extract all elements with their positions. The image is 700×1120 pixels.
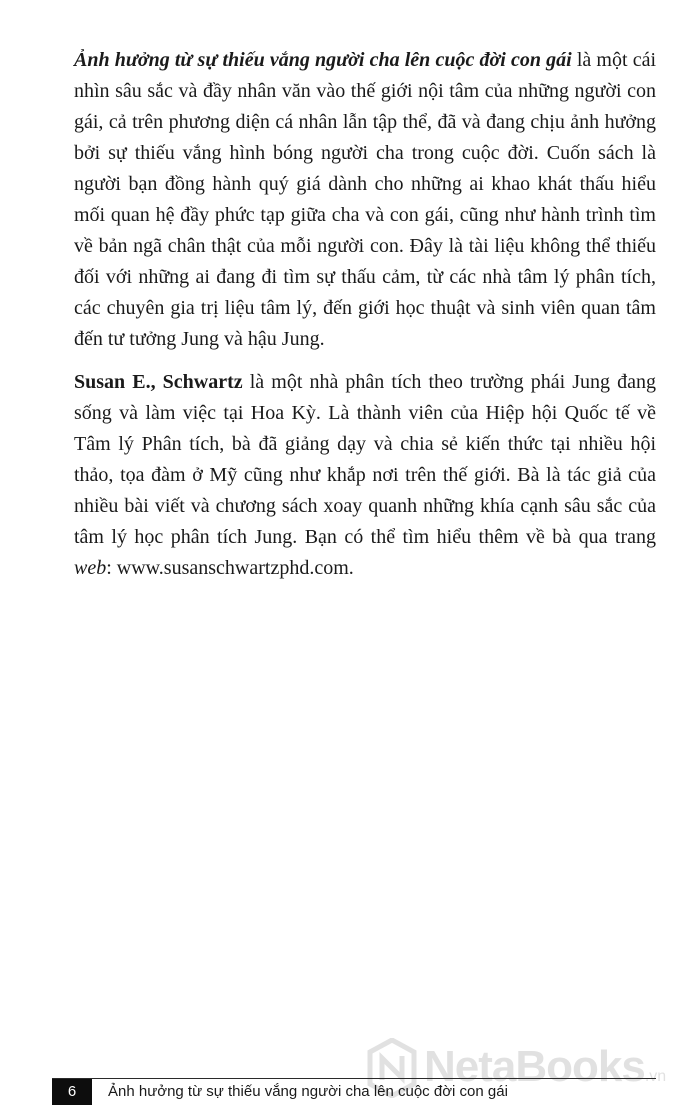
- book-description-paragraph: [74, 45, 656, 355]
- book-title: Ảnh hưởng từ sự thiếu vắng người cha lên cuộc đời con gái: [74, 49, 572, 71]
- page-number: 6: [52, 1079, 92, 1105]
- author-name: Susan E., Schwartz: [74, 371, 243, 393]
- author-bio-paragraph: [74, 367, 656, 584]
- book-description-text: là một cái nhìn sâu sắc và đầy nhân văn vào thế giới nội tâm của những người con gái, cả trên phương diện cá nhân lẫn tập thể, đã và đang chịu ảnh hưởng bởi sự thiếu vắng hình bóng người cha trong cuộc đời. Cuốn sách là người bạn đồng hành quý giá dành cho những ai khao khát thấu hiểu mối quan hệ đầy phức tạp giữa cha và con gái, cũng như hành trình tìm về bản ngã chân thật của mỗi người con. Đây là tài liệu không thể thiếu đối với những ai đang đi tìm sự thấu cảm, từ các nhà tâm lý phân tích, các chuyên gia trị liệu tâm lý, đến giới học thuật và sinh viên quan tâm đến tư tưởng Jung và hậu Jung.: [74, 49, 657, 350]
- watermark-suffix: .vn: [644, 1068, 667, 1085]
- page-footer: [52, 1078, 656, 1105]
- watermark-brand: NetaBooks.vn: [424, 1042, 667, 1091]
- running-title: Ảnh hưởng từ sự thiếu vắng người cha lên cuộc đời con gái: [108, 1083, 508, 1100]
- web-label: web: [74, 557, 107, 579]
- author-bio-text: là một nhà phân tích theo trường phái Jung đang sống và làm việc tại Hoa Kỳ. Là thành viên của Hiệp hội Quốc tế về Tâm lý Phân tích, bà đã giảng dạy và chia sẻ kiến thức tại nhiều hội thảo, tọa đàm ở Mỹ cũng như khắp nơi trên thế giới. Bà là tác giả của nhiều bài viết và chương sách xoay quanh những khía cạnh sâu sắc của tâm lý học phân tích Jung. Bạn có thể tìm hiểu thêm về bà qua trang: [74, 371, 656, 548]
- author-website: : www.susanschwartzphd.com.: [106, 557, 354, 579]
